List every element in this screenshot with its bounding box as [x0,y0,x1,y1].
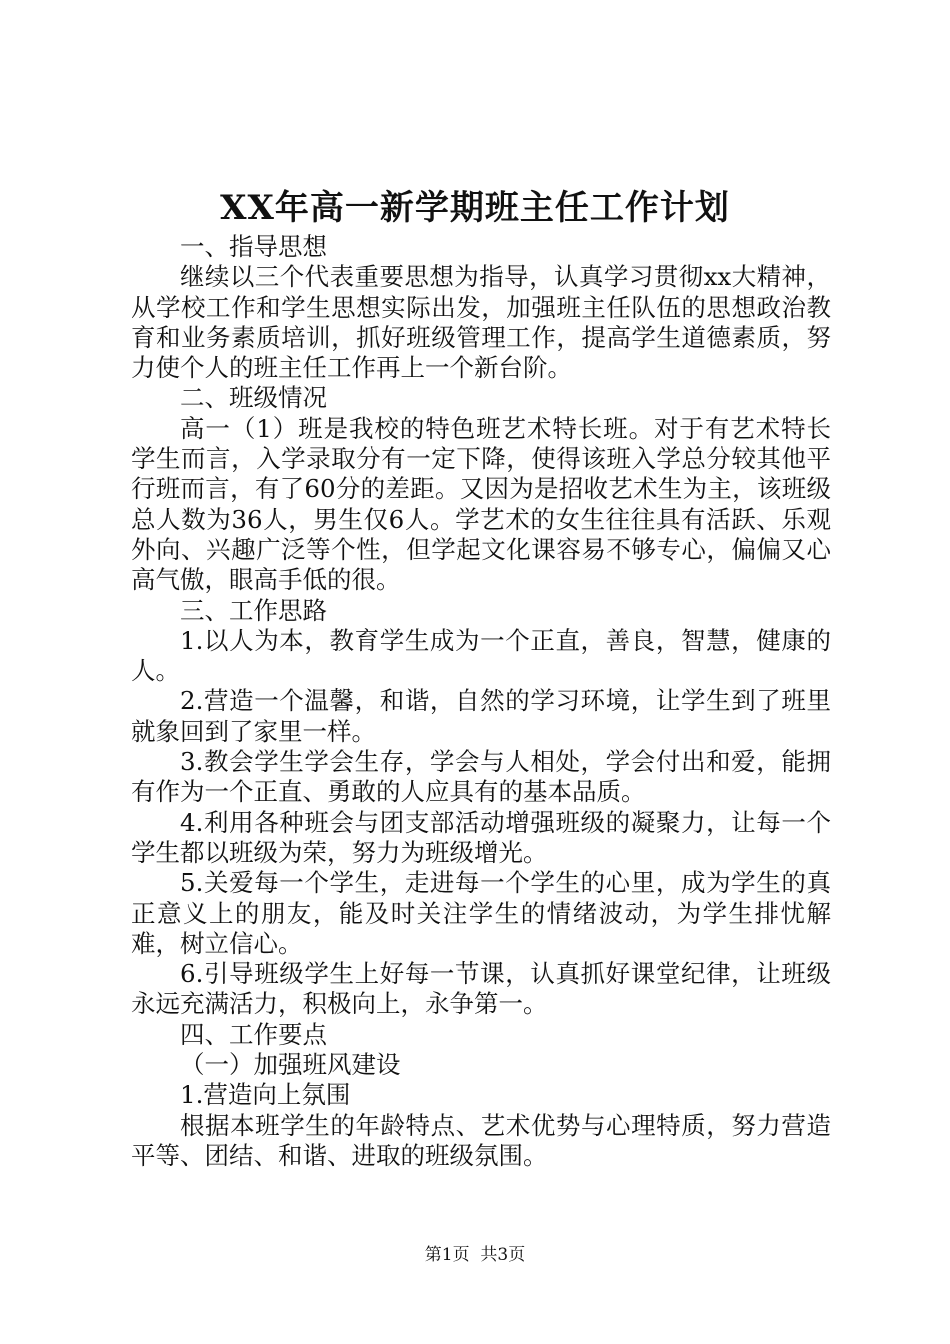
subheading-atmosphere: 1.营造向上氛围 [180,1080,351,1110]
list-item: 4.利用各种班会与团支部活动增强班级的凝聚力，让每一个学生都以班级为荣，努力为班级增光。 [131,807,831,867]
list-item: 2.营造一个温馨，和谐，自然的学习环境，让学生到了班里就象回到了家里一样。 [131,686,831,746]
document-body [131,232,831,1171]
heading-work-points: 四、工作要点 [180,1019,327,1049]
paragraph-class-situation: 高一（1）班是我校的特色班艺术特长班。对于有艺术特长学生而言，入学录取分有一定下降，使得该班入学总分较其他平行班而言，有了60分的差距。又因为是招收艺术生为主，该班级总人数为36人，男生仅6人。学艺术的女生往往具有活跃、乐观外向、兴趣广泛等个性，但学起文化课容易不够专心，偏偏又心高气傲，眼高手低的很。 [131,413,831,595]
list-item: 6.引导班级学生上好每一节课，认真抓好课堂纪律，让班级永远充满活力，积极向上，永争第一。 [131,959,831,1019]
list-item: 5.关爱每一个学生，走进每一个学生的心里，成为学生的真正意义上的朋友，能及时关注学生的情绪波动，为学生排忧解难，树立信心。 [131,868,831,958]
list-item: 1.以人为本，教育学生成为一个正直，善良，智慧，健康的人。 [131,625,831,686]
heading-guiding-ideology: 一、指导思想 [180,232,327,261]
paragraph-guiding-ideology: 继续以三个代表重要思想为指导，认真学习贯彻xx大精神，从学校工作和学生思想实际出发，加强班主任队伍的思想政治教育和业务素质培训，抓好班级管理工作，提高学生道德素质，努力使个人的班主任工作再上一个新台阶。 [131,262,831,383]
page-footer: 第1页 共3页 [424,1245,526,1265]
list-item: 3.教会学生学会生存，学会与人相处，学会付出和爱，能拥有作为一个正直、勇敢的人应具有的基本品质。 [131,747,831,807]
paragraph-atmosphere: 根据本班学生的年龄特点、艺术优势与心理特质，努力营造平等、团结、和谐、进取的班级氛围。 [131,1110,831,1170]
subheading-class-spirit: （一）加强班风建设 [180,1050,401,1080]
heading-class-situation: 二、班级情况 [180,383,327,413]
document-title: XX年高一新学期班主任工作计划 [220,188,730,228]
heading-work-approach: 三、工作思路 [180,595,327,625]
